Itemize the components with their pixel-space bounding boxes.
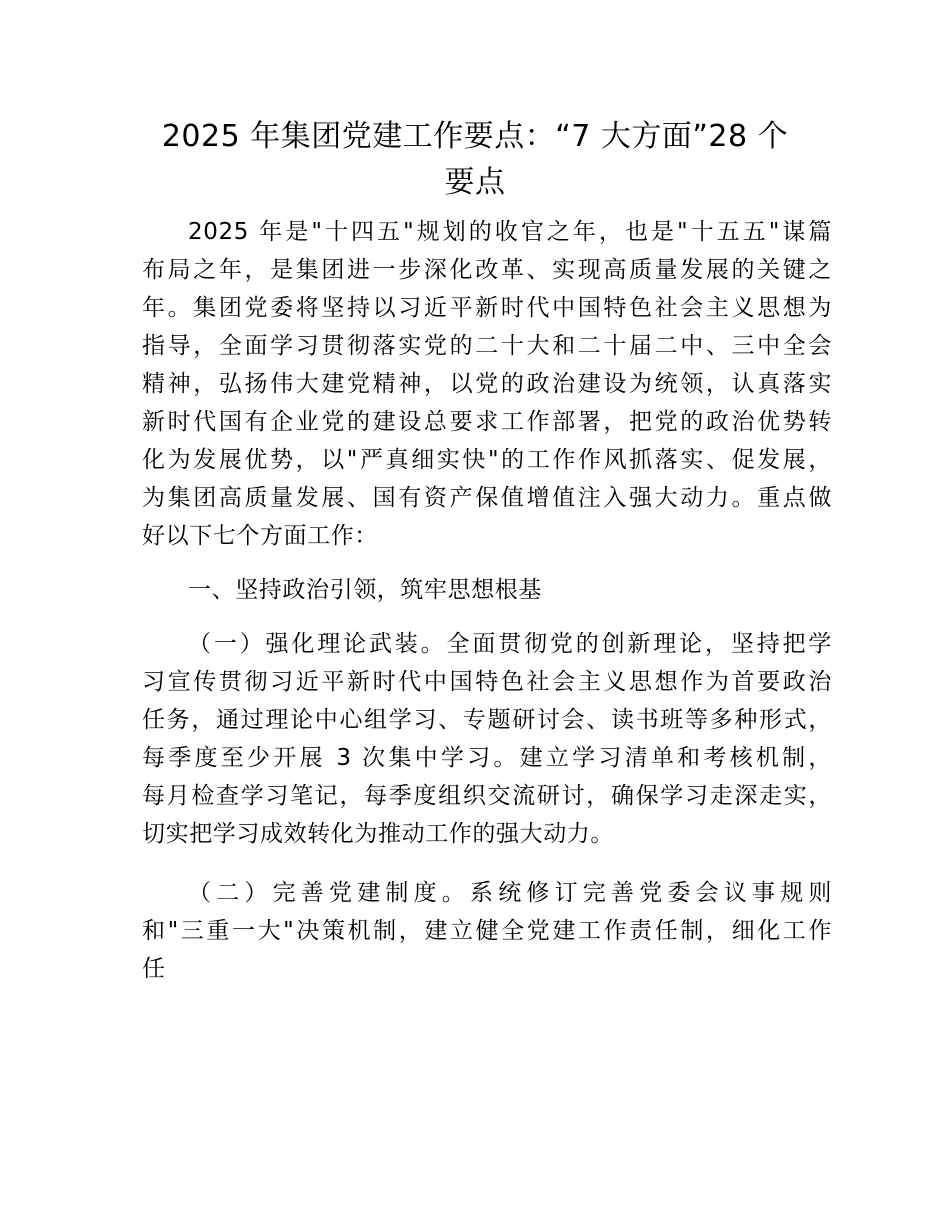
section-heading (142, 571, 832, 609)
text-line: 任务，通过理论中心组学习、专题研讨会、读书班等多种形式， (142, 707, 832, 733)
text-line: （一）强化理论武装。全面贯彻党的创新理论，坚持把学 (188, 631, 832, 657)
text-line: 布局之年，是集团进一步深化改革、实现高质量发展的关键之 (142, 257, 832, 283)
document-title (130, 114, 820, 206)
text-line: 指导，全面学习贯彻落实党的二十大和二十届二中、三中全会 (142, 333, 832, 359)
document-body (142, 213, 832, 988)
text-line: 每季度至少开展 3 次集中学习。建立学习清单和考核机制， (142, 745, 832, 771)
text-line: 为集团高质量发展、国有资产保值增值注入强大动力。重点做 (142, 485, 832, 511)
text-line: 新时代国有企业党的建设总要求工作部署，把党的政治优势转 (142, 409, 832, 435)
text-line: （二）完善党建制度。系统修订完善党委会议事规则 (188, 880, 832, 906)
text-line: 精神，弘扬伟大建党精神，以党的政治建设为统领，认真落实 (142, 371, 832, 397)
text-line: 2025 年是"十四五"规划的收官之年，也是"十五五"谋篇 (188, 219, 832, 245)
item-paragraph-1 (142, 625, 832, 853)
intro-paragraph (142, 213, 832, 555)
item-paragraph-2 (142, 874, 832, 988)
text-line: 一、坚持政治引领，筑牢思想根基 (188, 577, 542, 603)
text-line: 每月检查学习笔记，每季度组织交流研讨，确保学习走深走实， (142, 783, 832, 809)
text-line: 切实把学习成效转化为推动工作的强大动力。 (142, 821, 614, 847)
text-line: 年。集团党委将坚持以习近平新时代中国特色社会主义思想为 (142, 295, 832, 321)
text-line: 好以下七个方面工作： (142, 523, 378, 549)
text-line: 习宣传贯彻习近平新时代中国特色社会主义思想作为首要政治 (142, 669, 832, 695)
text-line: 任 (142, 956, 166, 982)
title-line: 2025 年集团党建工作要点：“7 大方面”28 个 (161, 119, 789, 154)
title-line: 要点 (444, 165, 506, 200)
text-line: 化为发展优势，以"严真细实快"的工作作风抓落实、促发展， (142, 447, 832, 473)
text-line: 和"三重一大"决策机制，建立健全党建工作责任制，细化工作 (142, 918, 832, 944)
